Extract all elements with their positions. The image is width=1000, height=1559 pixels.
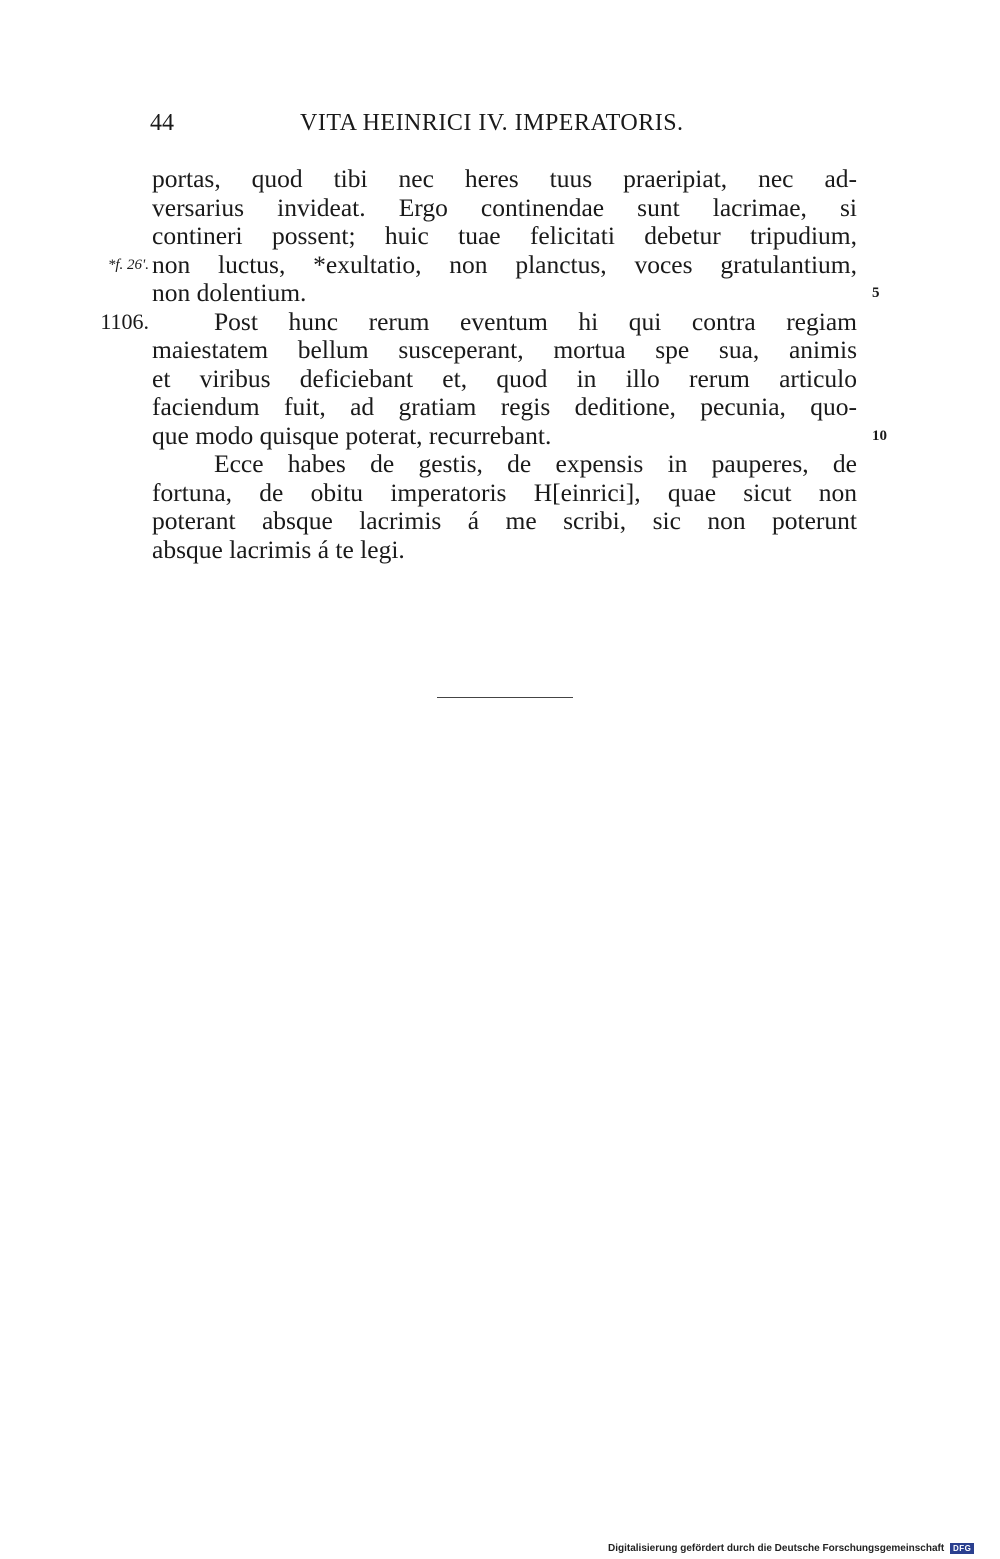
- section-divider-rule: [437, 697, 573, 698]
- line-text: non luctus, *exultatio, non planctus, voces gratulantium,: [152, 249, 857, 279]
- credit-text: Digitalisierung gefördert durch die Deutsche Forschungsgemeinschaft: [608, 1543, 945, 1555]
- line-text: maiestatem bellum susceperant, mortua spe sua, animis: [152, 335, 857, 364]
- text-line: [152, 479, 857, 508]
- text-line: [152, 507, 857, 536]
- page-header: [150, 106, 860, 140]
- text-line: [152, 420, 887, 451]
- text-line: [152, 278, 880, 308]
- text-line: [152, 393, 857, 422]
- text-line: [107, 249, 857, 280]
- text-line: [152, 336, 857, 365]
- text-line: [152, 365, 857, 394]
- text-line: [152, 536, 857, 565]
- text-line: [152, 222, 857, 251]
- line-text: absque lacrimis á te legi.: [152, 534, 405, 564]
- running-title: VITA HEINRICI IV. IMPERATORIS.: [300, 110, 684, 136]
- line-text: poterant absque lacrimis á me scribi, sic non poterunt: [152, 506, 857, 535]
- line-text: contineri possent; huic tuae felicitati debetur tripudium,: [152, 221, 857, 250]
- line-text: faciendum fuit, ad gratiam regis deditione, pecunia, quo-: [152, 392, 857, 421]
- line-text: que modo quisque poterat, recurrebant.: [152, 420, 552, 450]
- dfg-logo-icon: DFG: [950, 1543, 974, 1554]
- text-line: [152, 165, 857, 194]
- line-number: 10: [872, 427, 887, 444]
- line-number: 5: [872, 285, 880, 301]
- line-text: fortuna, de obitu imperatoris H[einrici], quae sicut non: [152, 477, 857, 507]
- line-text: versarius invideat. Ergo continendae sunt lacrimae, si: [152, 192, 857, 222]
- digitization-credit: [608, 1543, 974, 1554]
- line-text: portas, quod tibi nec heres tuus praeripiat, nec ad-: [152, 164, 857, 193]
- body-text: [100, 164, 887, 564]
- line-text: Post hunc rerum eventum hi qui contra regiam: [214, 306, 857, 336]
- text-line: [100, 306, 857, 337]
- line-text: et viribus deficiebant et, quod in illo rerum articulo: [152, 363, 857, 393]
- line-text: Ecce habes de gestis, de expensis in pauperes, de: [214, 449, 857, 478]
- folio-marginal-note: *f. 26'.: [107, 256, 149, 273]
- text-line: [152, 450, 857, 479]
- text-line: [152, 194, 857, 223]
- year-marginal-note: 1106.: [100, 308, 149, 334]
- page-number: 44: [150, 110, 174, 136]
- line-text: non dolentium.: [152, 278, 307, 307]
